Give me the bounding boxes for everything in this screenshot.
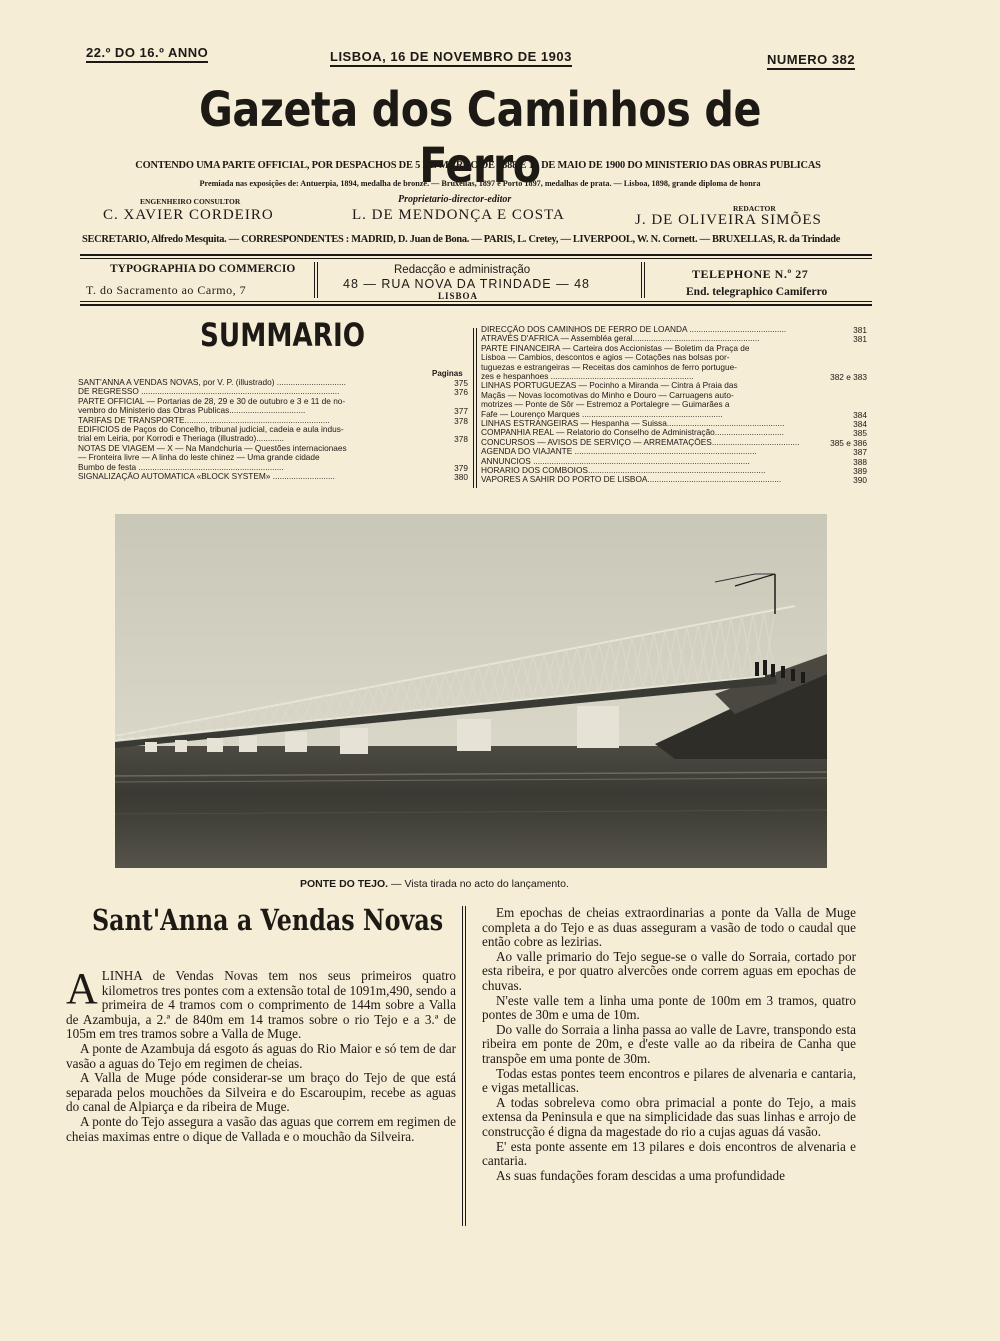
column-divider: [465, 906, 466, 1226]
summary-entry: Fafe — Lourenço Marques .............................................................: [481, 409, 723, 419]
redaccao-city: LISBOA: [438, 291, 479, 301]
article-paragraph: A ponte de Azambuja dá esgoto ás aguas do Rio Maior e só tem de dar vasão a aguas do Tejo em regimen de cheias.: [66, 1040, 456, 1071]
box-divider: [317, 262, 318, 298]
consultant-name: C. XAVIER CORDEIRO: [103, 207, 274, 223]
redaccao-address: 48 — RUA NOVA DA TRINDADE — 48: [343, 277, 590, 291]
summary-entry: AGENDA DO VIAJANTE ...............................................................................: [481, 447, 757, 457]
summary-entry: SANT'ANNA A VENDAS NOVAS, por V. P. (illustrado) ..............................: [78, 378, 346, 387]
article-title: Sant'Anna a Vendas Novas: [92, 903, 444, 937]
summary-title: SUMMARIO: [200, 316, 366, 354]
photo-caption: [300, 878, 569, 890]
article-paragraph: A Valla de Muge póde considerar-se um braço do Tejo de que está separada pelos mouchões da Silveira e do Escaroupim, recebe as aguas do canal de Alpiarça e da ribeira de Muge.: [66, 1070, 456, 1115]
article-paragraph: Todas estas pontes teem encontros e pilares de alvenaria e cantaria, e vigas metallicas.: [482, 1065, 856, 1096]
summary-page-number: 384: [853, 419, 867, 429]
summary-entry: VAPORES A SAHIR DO PORTO DE LISBOA..........................................................: [481, 475, 782, 485]
summary-page-number: 378: [454, 415, 468, 426]
summary-page-number: 390: [853, 475, 867, 486]
summary-entry: Lisboa — Cambios, descontos e agios — Cotações nas bolsas por-: [481, 353, 730, 363]
summary-entry: — Fronteira livre — A linha do leste chinez — Uma grande cidade: [78, 453, 320, 463]
summary-page-number: 387: [853, 447, 867, 458]
summary-page-number: 382 e 383: [830, 372, 867, 382]
telephone: TELEPHONE N.º 27: [692, 267, 809, 281]
summary-entry: LINHAS ESTRANGEIRAS — Hespanha — Suissa...................................................: [481, 419, 785, 428]
proprietor-label: Proprietario-director-editor: [398, 194, 512, 205]
summary-entry: zes e hespanhoes ..............................................................: [481, 372, 694, 381]
summary-entry: LINHAS PORTUGUEZAS — Pocinho a Miranda — Cintra á Praia das: [481, 381, 738, 391]
summary-page-number: 388: [853, 456, 867, 467]
summary-entry: CONCURSOS — AVISOS DE SERVIÇO — ARREMATAÇÕES......................................: [481, 437, 800, 447]
summary-page-number: 389: [853, 466, 867, 476]
masthead-title: Gazeta dos Caminhos de Ferro: [198, 82, 762, 194]
article-paragraph: N'este valle tem a linha uma ponte de 100m em 3 tramos, quatro pontes de 30m e uma de 10m.: [482, 992, 856, 1023]
summary-page-number: 377: [454, 406, 468, 417]
article-paragraph: LINHA de Vendas Novas tem nos seus primeiros quatro kilometros tres pontes com a extensão total de 1091m,490, sendo a primeira de 4 tramos com o comprimento de 144m sobre a Valla de Azambuja, a 2.ª de 840m em 14 tramos sobre o rio Tejo e a 3.ª de 105m em tres tramos sobre a Valla de Muge.: [66, 968, 456, 1042]
drop-cap: A: [66, 964, 98, 1013]
summary-entry: TARIFAS DE TRANSPORTE...............................................................: [78, 415, 330, 425]
summary-entry: ANNUNCIOS ..............................................................................................: [481, 456, 750, 466]
summary-entry: SIGNALIZAÇÃO AUTOMATICA «BLOCK SYSTEM» ...........................: [78, 472, 335, 481]
summary-divider: [473, 328, 474, 488]
article-paragraph: As suas fundações foram descidas a uma profundidade: [496, 1167, 785, 1183]
summary-pages-label: Paginas: [432, 369, 463, 378]
summary-page-number: 385: [853, 428, 867, 439]
typography-address: T. do Sacramento ao Carmo, 7: [86, 283, 247, 297]
summary-page-number: 380: [454, 472, 468, 482]
summary-entry: Maçãs — Novas locomotivas do Minho e Douro — Carruagens auto-: [481, 390, 734, 400]
article-paragraph: Ao valle primario do Tejo segue-se o valle do Sorraia, cortado por esta ribeira, e por quatro alvercões onde correm aguas em epochas de chuvas.: [482, 948, 856, 993]
summary-page-number: 385 e 386: [830, 437, 867, 448]
article-column-2: [482, 906, 856, 1183]
redaccao-title: Redacção e administração: [394, 264, 531, 276]
summary-entry: EDIFICIOS de Paços do Concelho, tribunal judicial, cadeia e aula indus-: [78, 425, 344, 434]
article-paragraph: A ponte do Tejo assegura a vasão das aguas que correm em regimen de cheias maximas entre o dique de Vallada e o mouchão da Silveira.: [66, 1113, 456, 1144]
box-divider: [641, 262, 642, 298]
correspondents-line: SECRETARIO, Alfredo Mesquita. — CORRESPONDENTES : MADRID, D. Juan de Bona. — PARIS, L. Cretey, — LIVERPOOL, W. N. Cornett. — BRUXELLAS, R. da Trindade: [82, 234, 841, 245]
article-paragraph: Em epochas de cheias extraordinarias a ponte da Valla de Muge completa a do Tejo e as duas asseguram a vasão de todo o caudal que então cobre as lezirias.: [482, 905, 856, 950]
summary-page-number: 376: [454, 387, 468, 398]
summary-entry: DE REGRESSO ......................................................................................: [78, 387, 340, 397]
article-paragraph: E' esta ponte assente em 13 pilares e dois encontros de alvenaria e cantaria.: [482, 1138, 856, 1169]
dateline: LISBOA, 16 DE NOVEMBRO DE 1903: [330, 49, 572, 67]
article-paragraph: Do valle do Sorraia a linha passa ao valle de Lavre, transpondo esta ribeira em ponte de 20m, e d'este valle ao da ribeira de Canha que transpõe em uma ponte de 30m.: [482, 1021, 856, 1066]
bridge-photograph: [115, 514, 827, 868]
summary-entry: tuguezas e estrangeiras — Receitas dos caminhos de ferro portugue-: [481, 362, 737, 372]
summary-entry: HORARIO DOS COMBOIOS.............................................................................: [481, 466, 766, 475]
summary-entry: DIRECÇÃO DOS CAMINHOS DE FERRO DE LOANDA ..........................................: [481, 325, 787, 334]
summary-entry: trial em Leiria, por Korrodi e Theriaga (illustrado)............: [78, 434, 284, 444]
year-label: 22.º DO 16.º ANNO: [86, 45, 208, 63]
summary-entry: ATRAVÉS D'AFRICA — Assembléa geral.......................................................: [481, 334, 760, 344]
proprietor-name: L. DE MENDONÇA E COSTA: [352, 207, 565, 223]
summary-entry: NOTAS DE VIAGEM — X — Na Mandchuria — Questões internacionaes: [78, 443, 347, 453]
typography-title: TYPOGRAPHIA DO COMMERCIO: [110, 263, 296, 275]
article-column-1: [66, 964, 456, 1144]
summary-entry: Bumbo de festa ...............................................................: [78, 462, 284, 472]
box-divider: [644, 262, 645, 298]
box-bottom-rule-thin: [80, 301, 872, 302]
summary-page-number: 375: [454, 378, 468, 388]
bridge-illustration: [115, 514, 827, 868]
editor-name: J. DE OLIVEIRA SIMÕES: [635, 212, 822, 228]
summary-entry: motrizes — Ponte de Sôr — Estremoz a Portalegre — Guimarães a: [481, 400, 730, 410]
consultant-label: ENGENHEIRO CONSULTOR: [140, 197, 241, 206]
summary-page-number: 378: [454, 434, 468, 445]
summary-entry: PARTE FINANCEIRA — Carteira dos Accionistas — Boletim da Praça de: [481, 343, 750, 353]
article-paragraph: A todas sobreleva como obra primacial a ponte do Tejo, a mais extensa da Peninsula e que na simplicidade das suas linhas e arrojo de construcção é digna da magestade do rio a cujas aguas dá vasão.: [482, 1094, 856, 1139]
subtitle: CONTENDO UMA PARTE OFFICIAL, POR DESPACHOS DE 5 DE MARÇO DE 1888 E 13 DE MAIO DE 1900 DO MINISTERIO DAS OBRAS PUBLICAS: [135, 160, 821, 171]
header-rule: [80, 254, 872, 256]
editor-label: REDACTOR: [733, 204, 776, 213]
summary-divider: [476, 328, 477, 488]
summary-page-number: 379: [454, 462, 468, 473]
photo-caption-text: — Vista tirada no acto do lançamento.: [388, 878, 569, 890]
summary-entry: PARTE OFFICIAL — Portarias de 28, 29 e 30 de outubro e 3 e 11 de no-: [78, 396, 346, 406]
summary-page-number: 381: [853, 334, 867, 345]
issue-number: NUMERO 382: [767, 52, 855, 70]
box-divider: [314, 262, 315, 298]
box-bottom-rule: [80, 304, 872, 306]
photo-caption-title: PONTE DO TEJO.: [300, 878, 389, 890]
summary-page-number: 381: [853, 325, 867, 335]
summary-entry: vembro do Ministerio das Obras Publicas.................................: [78, 406, 306, 416]
telegraph-address: End. telegraphico Camiferro: [686, 286, 828, 298]
header-rule-thin: [80, 258, 872, 259]
summary-entry: COMPANHIA REAL — Relatorio do Conselho de Administração..............................: [481, 428, 784, 438]
column-divider: [462, 906, 463, 1226]
awards-line: Premiada nas exposições de: Antuerpia, 1894, medalha de bronze. — Bruxellas, 1897 e Porto 1897, medalhas de prata. — Lisboa, 1898, grande diploma de honra: [199, 179, 761, 188]
summary-page-number: 384: [853, 409, 867, 420]
